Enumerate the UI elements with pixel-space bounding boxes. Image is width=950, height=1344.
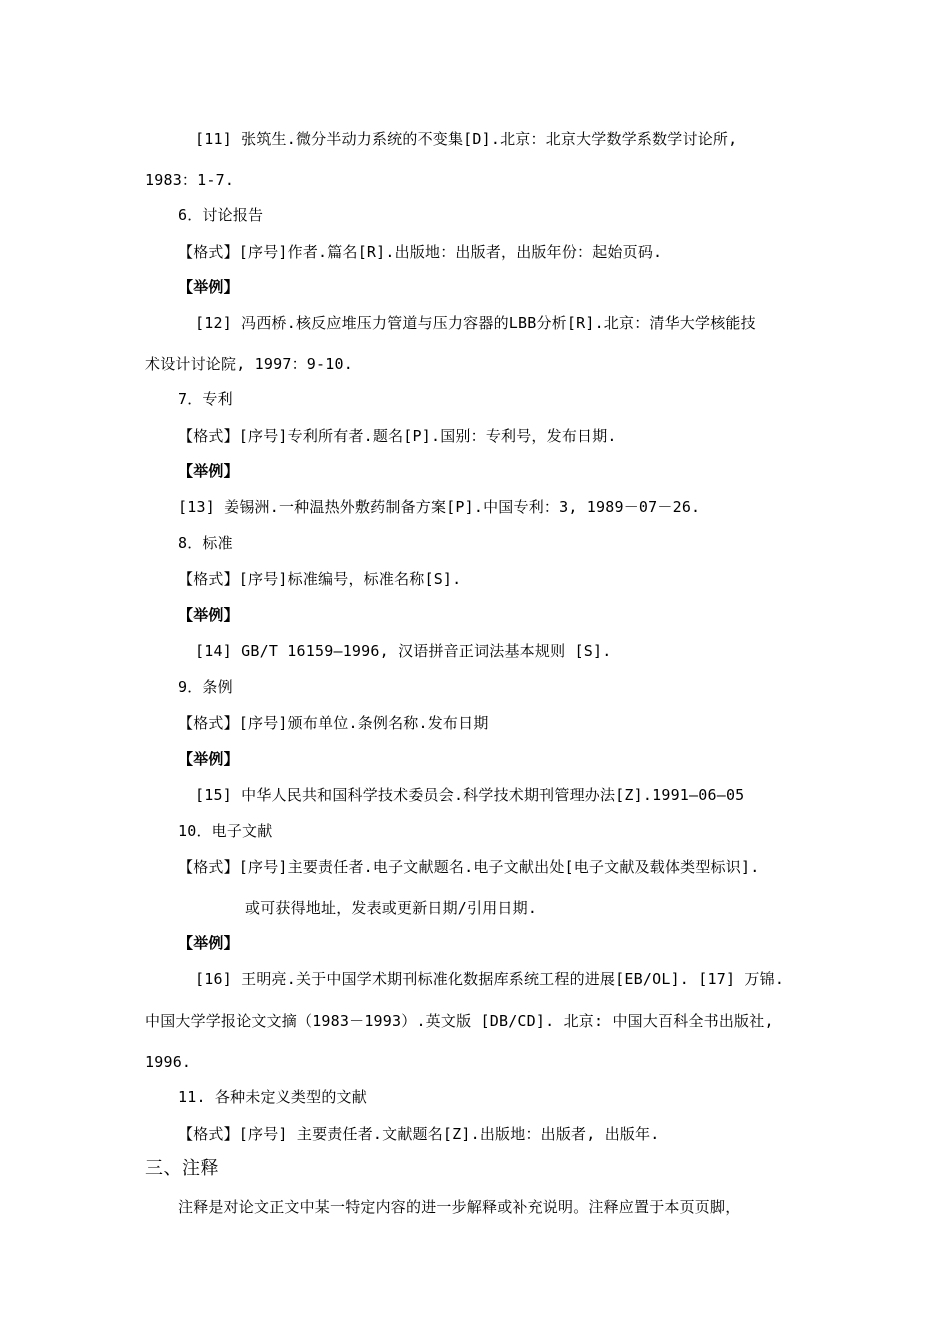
section-9-example-label: 【举例】 xyxy=(178,750,239,768)
section-8-example-label: 【举例】 xyxy=(178,606,239,624)
section-8-format: 【格式】[序号]标准编号，标准名称[S]. xyxy=(178,570,462,588)
section-7-example-label: 【举例】 xyxy=(178,462,239,480)
section-9-format: 【格式】[序号]颁布单位.条例名称.发布日期 xyxy=(178,714,489,732)
reference-15: [15] 中华人民共和国科学技术委员会.科学技术期刊管理办法[Z].1991—06—05 xyxy=(195,786,745,804)
section-10-format-line-1: 【格式】[序号]主要责任者.电子文献题名.电子文献出处[电子文献及载体类型标识]. xyxy=(178,858,760,876)
reference-11-line-2: 1983：1-7. xyxy=(145,171,235,189)
reference-13: [13] 姜锡洲.一种温热外敷药制备方案[P].中国专利：3, 1989－07－26. xyxy=(178,498,701,516)
reference-16-line-2: 中国大学学报论文文摘（1983－1993）.英文版 [DB/CD]. 北京: 中国大百科全书出版社, xyxy=(145,1012,774,1030)
section-10-format-line-2: 或可获得地址，发表或更新日期/引用日期. xyxy=(245,899,538,917)
section-8-title: 8．标准 xyxy=(178,534,233,552)
reference-12-line-1: [12] 冯西桥.核反应堆压力管道与压力容器的LBB分析[R].北京：清华大学核能技 xyxy=(195,314,756,332)
section-9-title: 9．条例 xyxy=(178,678,233,696)
section-11-format: 【格式】[序号] 主要责任者.文献题名[Z].出版地：出版者, 出版年. xyxy=(178,1125,660,1143)
section-10-example-label: 【举例】 xyxy=(178,934,239,952)
section-11-title: 11. 各种未定义类型的文献 xyxy=(178,1088,367,1106)
reference-16-line-1: [16] 王明亮.关于中国学术期刊标准化数据库系统工程的进展[EB/OL]. [17] 万锦. xyxy=(195,970,785,988)
section-6-format: 【格式】[序号]作者.篇名[R].出版地：出版者，出版年份：起始页码. xyxy=(178,243,663,261)
reference-11-line-1: [11] 张筑生.微分半动力系统的不变集[D].北京：北京大学数学系数学讨论所, xyxy=(195,130,738,148)
part-3-heading: 三、注释 xyxy=(145,1158,219,1179)
reference-12-line-2: 术设计讨论院, 1997：9-10. xyxy=(145,355,353,373)
reference-16-line-3: 1996. xyxy=(145,1053,192,1071)
section-6-example-label: 【举例】 xyxy=(178,278,239,296)
section-7-format: 【格式】[序号]专利所有者.题名[P].国别：专利号，发布日期. xyxy=(178,427,617,445)
section-10-title: 10．电子文献 xyxy=(178,822,273,840)
part-3-paragraph: 注释是对论文正文中某一特定内容的进一步解释或补充说明。注释应置于本页页脚， xyxy=(178,1198,741,1216)
reference-14: [14] GB/T 16159—1996, 汉语拼音正词法基本规则 [S]. xyxy=(195,642,612,660)
section-6-title: 6．讨论报告 xyxy=(178,206,264,224)
section-7-title: 7．专利 xyxy=(178,390,233,408)
